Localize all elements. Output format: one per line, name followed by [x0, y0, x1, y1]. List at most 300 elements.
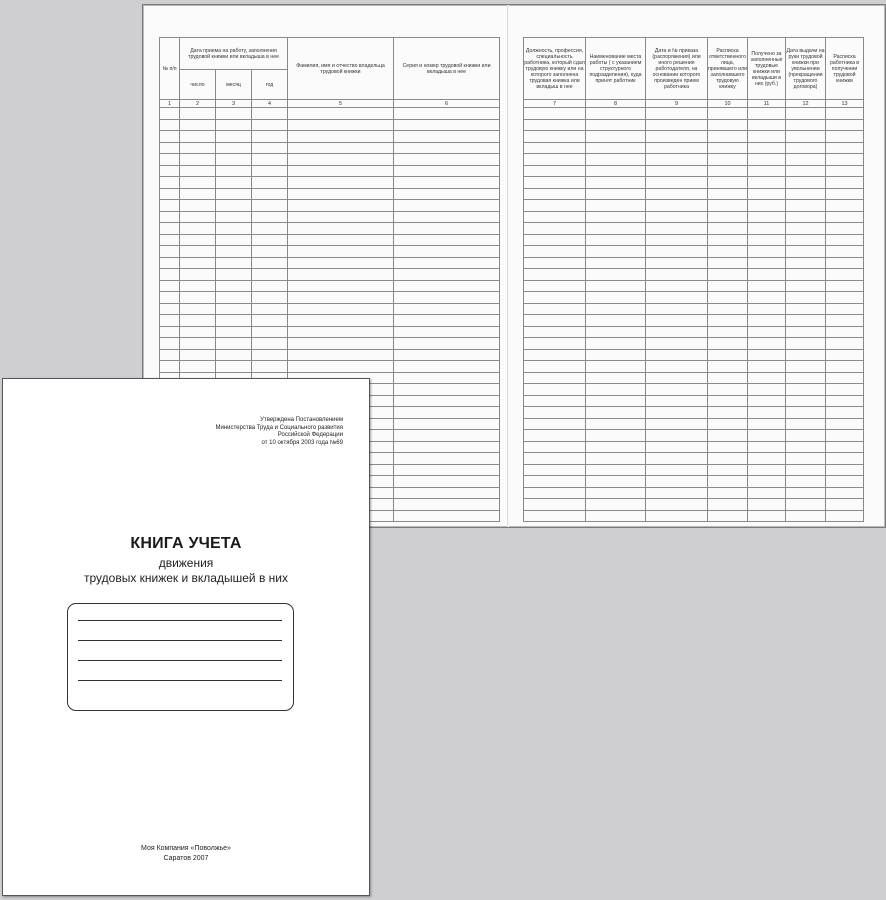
- ledger-cell: [708, 142, 748, 154]
- column-number: 7: [524, 100, 586, 108]
- column-number: 10: [708, 100, 748, 108]
- ledger-cell: [786, 142, 826, 154]
- ledger-row: [160, 257, 500, 269]
- ledger-cell: [524, 234, 586, 246]
- ledger-cell: [216, 177, 252, 189]
- ledger-cell: [646, 165, 708, 177]
- ledger-cell: [646, 292, 708, 304]
- ledger-cell: [748, 384, 786, 396]
- ledger-cell: [288, 119, 394, 131]
- ledger-cell: [826, 430, 864, 442]
- ledger-cell: [748, 154, 786, 166]
- ledger-row: [160, 269, 500, 281]
- ledger-cell: [180, 131, 216, 143]
- ledger-row: [524, 395, 864, 407]
- ledger-cell: [786, 418, 826, 430]
- ledger-cell: [708, 223, 748, 235]
- ledger-cell: [646, 315, 708, 327]
- ledger-row: [160, 349, 500, 361]
- header-signature: Расписка ответственного лица, принявшего или заполнившего трудовую книжку: [708, 38, 748, 100]
- ledger-cell: [394, 372, 500, 384]
- header-received: Получено за заполненные трудовые книжки или вкладыши в них (руб.): [748, 38, 786, 100]
- ledger-row: [524, 223, 864, 235]
- ledger-cell: [394, 418, 500, 430]
- ledger-cell: [786, 246, 826, 258]
- ledger-cell: [160, 246, 180, 258]
- ledger-cell: [394, 142, 500, 154]
- ledger-cell: [586, 223, 646, 235]
- ledger-cell: [216, 154, 252, 166]
- ledger-cell: [586, 361, 646, 373]
- ledger-cell: [586, 142, 646, 154]
- ledger-cell: [216, 108, 252, 120]
- ledger-cell: [252, 200, 288, 212]
- ledger-cell: [646, 303, 708, 315]
- ledger-cell: [524, 200, 586, 212]
- ledger-cell: [180, 292, 216, 304]
- ledger-cell: [288, 269, 394, 281]
- ledger-row: [524, 131, 864, 143]
- header-position: Должность, профессия, специальность работника, который сдал трудовую книжку или на которого заполнена трудовая книжка или вкладыш в нее: [524, 38, 586, 100]
- ledger-cell: [216, 211, 252, 223]
- ledger-cell: [748, 487, 786, 499]
- ledger-cell: [524, 165, 586, 177]
- ledger-cell: [646, 349, 708, 361]
- ledger-row: [524, 177, 864, 189]
- ledger-cell: [646, 326, 708, 338]
- ledger-cell: [394, 165, 500, 177]
- column-number: 2: [180, 100, 216, 108]
- ledger-cell: [252, 361, 288, 373]
- ledger-cell: [748, 338, 786, 350]
- column-number: 4: [252, 100, 288, 108]
- ledger-cell: [748, 211, 786, 223]
- header-worker-sign: Расписка работника в получении трудовой книжки: [826, 38, 864, 100]
- ledger-cell: [216, 315, 252, 327]
- ledger-cell: [180, 154, 216, 166]
- header-issue-date: Дата выдачи на руки трудовой книжки при увольнении (прекращении трудового договора): [786, 38, 826, 100]
- ledger-row: [524, 476, 864, 488]
- ledger-cell: [748, 441, 786, 453]
- ledger-cell: [826, 142, 864, 154]
- ledger-cell: [708, 119, 748, 131]
- ledger-cell: [646, 384, 708, 396]
- column-number: 11: [748, 100, 786, 108]
- ledger-cell: [524, 292, 586, 304]
- ledger-cell: [160, 315, 180, 327]
- header-day: число: [180, 70, 216, 100]
- ledger-cell: [160, 177, 180, 189]
- ledger-cell: [524, 510, 586, 522]
- ledger-cell: [586, 476, 646, 488]
- ledger-cell: [708, 453, 748, 465]
- ledger-cell: [826, 372, 864, 384]
- ledger-cell: [160, 361, 180, 373]
- ledger-cell: [216, 326, 252, 338]
- ledger-cell: [708, 464, 748, 476]
- ledger-cell: [826, 177, 864, 189]
- ledger-row: [160, 292, 500, 304]
- ledger-cell: [160, 223, 180, 235]
- ledger-cell: [252, 119, 288, 131]
- ledger-row: [160, 303, 500, 315]
- ledger-cell: [394, 257, 500, 269]
- ledger-cell: [826, 131, 864, 143]
- ledger-cell: [394, 119, 500, 131]
- ledger-cell: [826, 211, 864, 223]
- ledger-cell: [786, 395, 826, 407]
- ledger-cell: [826, 499, 864, 511]
- ledger-cell: [180, 200, 216, 212]
- ledger-cell: [288, 211, 394, 223]
- ledger-cell: [786, 292, 826, 304]
- ledger-cell: [524, 453, 586, 465]
- ledger-cell: [180, 142, 216, 154]
- ledger-cell: [180, 119, 216, 131]
- ledger-cell: [786, 223, 826, 235]
- ledger-row: [524, 119, 864, 131]
- ledger-cell: [786, 499, 826, 511]
- ledger-cell: [394, 487, 500, 499]
- ledger-cell: [826, 476, 864, 488]
- ledger-cell: [160, 280, 180, 292]
- ledger-cell: [826, 361, 864, 373]
- ledger-cell: [786, 177, 826, 189]
- ledger-cell: [586, 453, 646, 465]
- ledger-cell: [288, 315, 394, 327]
- ledger-cell: [394, 326, 500, 338]
- ledger-cell: [826, 269, 864, 281]
- ledger-row: [524, 188, 864, 200]
- ledger-cell: [524, 395, 586, 407]
- ledger-cell: [288, 338, 394, 350]
- ledger-cell: [748, 326, 786, 338]
- ledger-cell: [586, 326, 646, 338]
- ledger-cell: [524, 223, 586, 235]
- ledger-cell: [252, 234, 288, 246]
- ledger-cell: [252, 303, 288, 315]
- ledger-cell: [288, 361, 394, 373]
- ledger-cell: [748, 165, 786, 177]
- header-year: год: [252, 70, 288, 100]
- book-gutter: [507, 5, 509, 527]
- ledger-cell: [748, 292, 786, 304]
- ledger-row: [160, 361, 500, 373]
- ledger-row: [524, 372, 864, 384]
- ledger-cell: [786, 338, 826, 350]
- label-line: [78, 620, 282, 621]
- ledger-cell: [586, 108, 646, 120]
- ledger-cell: [708, 154, 748, 166]
- column-number-row: [160, 100, 500, 108]
- ledger-cell: [160, 338, 180, 350]
- ledger-cell: [180, 326, 216, 338]
- book-cover: [2, 378, 370, 896]
- ledger-cell: [646, 188, 708, 200]
- ledger-row: [524, 165, 864, 177]
- ledger-cell: [586, 510, 646, 522]
- ledger-row: [160, 165, 500, 177]
- ledger-cell: [748, 200, 786, 212]
- column-number: 6: [394, 100, 500, 108]
- ledger-cell: [748, 315, 786, 327]
- ledger-row: [524, 269, 864, 281]
- ledger-cell: [216, 280, 252, 292]
- ledger-cell: [160, 326, 180, 338]
- ledger-cell: [252, 131, 288, 143]
- ledger-cell: [160, 292, 180, 304]
- ledger-cell: [394, 499, 500, 511]
- publisher-city-year: Саратов 2007: [163, 855, 209, 862]
- ledger-row: [524, 303, 864, 315]
- column-number: 3: [216, 100, 252, 108]
- ledger-cell: [826, 108, 864, 120]
- ledger-cell: [288, 108, 394, 120]
- ledger-cell: [826, 200, 864, 212]
- ledger-cell: [394, 177, 500, 189]
- ledger-cell: [252, 223, 288, 235]
- right-page-table: [523, 37, 864, 522]
- ledger-cell: [180, 338, 216, 350]
- ledger-row: [160, 200, 500, 212]
- ledger-cell: [786, 257, 826, 269]
- ledger-cell: [180, 177, 216, 189]
- ledger-cell: [160, 131, 180, 143]
- ledger-cell: [394, 395, 500, 407]
- ledger-cell: [524, 257, 586, 269]
- ledger-cell: [646, 211, 708, 223]
- ledger-cell: [708, 338, 748, 350]
- ledger-cell: [216, 234, 252, 246]
- ledger-cell: [646, 246, 708, 258]
- ledger-cell: [708, 257, 748, 269]
- ledger-cell: [216, 165, 252, 177]
- ledger-cell: [524, 338, 586, 350]
- ledger-cell: [646, 257, 708, 269]
- ledger-cell: [586, 338, 646, 350]
- ledger-cell: [748, 499, 786, 511]
- ledger-cell: [160, 188, 180, 200]
- ledger-cell: [708, 384, 748, 396]
- ledger-cell: [252, 188, 288, 200]
- ledger-cell: [160, 142, 180, 154]
- header-name: Фамилия, имя и отчество владельца трудовой книжки: [288, 38, 394, 100]
- ledger-cell: [160, 211, 180, 223]
- ledger-cell: [524, 407, 586, 419]
- ledger-cell: [216, 269, 252, 281]
- ledger-cell: [394, 315, 500, 327]
- ledger-cell: [646, 269, 708, 281]
- ledger-cell: [524, 108, 586, 120]
- ledger-cell: [252, 142, 288, 154]
- column-number: 1: [160, 100, 180, 108]
- ledger-row: [524, 292, 864, 304]
- ledger-cell: [180, 211, 216, 223]
- ledger-cell: [786, 361, 826, 373]
- approval-statement: [143, 417, 343, 447]
- ledger-cell: [826, 338, 864, 350]
- ledger-cell: [524, 246, 586, 258]
- ledger-cell: [586, 418, 646, 430]
- ledger-cell: [394, 464, 500, 476]
- ledger-row: [524, 499, 864, 511]
- ledger-cell: [748, 280, 786, 292]
- ledger-cell: [180, 269, 216, 281]
- ledger-cell: [646, 142, 708, 154]
- ledger-cell: [586, 177, 646, 189]
- ledger-cell: [786, 154, 826, 166]
- ledger-cell: [586, 303, 646, 315]
- ledger-cell: [646, 200, 708, 212]
- ledger-cell: [160, 165, 180, 177]
- cover-subtitle-line2: трудовых книжек и вкладышей в них: [84, 571, 288, 585]
- ledger-cell: [524, 315, 586, 327]
- ledger-cell: [586, 200, 646, 212]
- ledger-cell: [394, 280, 500, 292]
- ledger-cell: [748, 418, 786, 430]
- ledger-cell: [826, 407, 864, 419]
- ledger-row: [524, 407, 864, 419]
- ledger-cell: [288, 223, 394, 235]
- ledger-cell: [646, 510, 708, 522]
- ledger-cell: [708, 269, 748, 281]
- ledger-cell: [748, 395, 786, 407]
- ledger-cell: [216, 303, 252, 315]
- ledger-cell: [786, 326, 826, 338]
- ledger-row: [524, 257, 864, 269]
- ledger-cell: [160, 234, 180, 246]
- ledger-cell: [826, 165, 864, 177]
- ledger-cell: [180, 234, 216, 246]
- column-number: 13: [826, 100, 864, 108]
- ledger-cell: [646, 464, 708, 476]
- ledger-row: [160, 211, 500, 223]
- ledger-cell: [826, 510, 864, 522]
- ledger-cell: [708, 487, 748, 499]
- ledger-cell: [524, 177, 586, 189]
- ledger-cell: [524, 372, 586, 384]
- ledger-cell: [646, 430, 708, 442]
- ledger-cell: [524, 361, 586, 373]
- ledger-cell: [586, 384, 646, 396]
- ledger-cell: [786, 349, 826, 361]
- ledger-cell: [524, 142, 586, 154]
- ledger-cell: [524, 188, 586, 200]
- ledger-cell: [586, 269, 646, 281]
- ledger-cell: [708, 510, 748, 522]
- ledger-cell: [288, 349, 394, 361]
- ledger-cell: [394, 384, 500, 396]
- ledger-row: [524, 453, 864, 465]
- ledger-cell: [826, 384, 864, 396]
- ledger-row: [160, 280, 500, 292]
- ledger-cell: [646, 441, 708, 453]
- ledger-cell: [586, 246, 646, 258]
- ledger-cell: [826, 441, 864, 453]
- ledger-cell: [288, 177, 394, 189]
- ledger-cell: [394, 246, 500, 258]
- ledger-cell: [826, 349, 864, 361]
- label-line: [78, 660, 282, 661]
- ledger-cell: [708, 234, 748, 246]
- ledger-cell: [748, 246, 786, 258]
- ledger-cell: [646, 487, 708, 499]
- approval-line: Министерства Труда и Социального развития: [215, 424, 343, 431]
- ledger-cell: [586, 257, 646, 269]
- ledger-cell: [786, 315, 826, 327]
- header-num: № п/п: [160, 38, 180, 100]
- ledger-cell: [394, 510, 500, 522]
- ledger-cell: [826, 326, 864, 338]
- ledger-cell: [646, 280, 708, 292]
- ledger-row: [524, 315, 864, 327]
- ledger-row: [524, 154, 864, 166]
- ledger-cell: [288, 188, 394, 200]
- ledger-cell: [288, 303, 394, 315]
- ledger-cell: [786, 131, 826, 143]
- ledger-cell: [586, 464, 646, 476]
- ledger-row: [160, 234, 500, 246]
- ledger-row: [160, 338, 500, 350]
- ledger-cell: [646, 453, 708, 465]
- ledger-cell: [786, 430, 826, 442]
- ledger-cell: [180, 303, 216, 315]
- ledger-cell: [160, 349, 180, 361]
- ledger-row: [524, 200, 864, 212]
- ledger-row: [524, 349, 864, 361]
- ledger-row: [160, 131, 500, 143]
- ledger-cell: [524, 269, 586, 281]
- ledger-cell: [826, 257, 864, 269]
- ledger-row: [160, 246, 500, 258]
- ledger-cell: [826, 188, 864, 200]
- header-date-group: Дата приема на работу, заполнения трудовой книжки или вкладыша в нее: [180, 38, 288, 70]
- ledger-cell: [180, 108, 216, 120]
- ledger-cell: [708, 430, 748, 442]
- ledger-cell: [826, 315, 864, 327]
- ledger-cell: [748, 303, 786, 315]
- ledger-cell: [252, 315, 288, 327]
- ledger-cell: [748, 119, 786, 131]
- header-month: месяц: [216, 70, 252, 100]
- ledger-cell: [160, 303, 180, 315]
- column-number: 5: [288, 100, 394, 108]
- cover-subtitle-line1: движения: [158, 556, 214, 570]
- ledger-cell: [216, 257, 252, 269]
- ledger-row: [160, 108, 500, 120]
- ledger-cell: [586, 131, 646, 143]
- cover-title: КНИГА УЧЕТА: [130, 535, 242, 552]
- ledger-cell: [646, 234, 708, 246]
- ledger-cell: [786, 165, 826, 177]
- ledger-cell: [216, 349, 252, 361]
- ledger-cell: [646, 361, 708, 373]
- ledger-cell: [786, 234, 826, 246]
- ledger-cell: [646, 418, 708, 430]
- ledger-cell: [586, 154, 646, 166]
- header-order: Дата и № приказа (распоряжения) или иного решения работодателя, на основании которого произведен прием работника: [646, 38, 708, 100]
- ledger-cell: [708, 441, 748, 453]
- ledger-cell: [252, 246, 288, 258]
- ledger-cell: [748, 188, 786, 200]
- ledger-cell: [646, 407, 708, 419]
- ledger-cell: [786, 188, 826, 200]
- ledger-cell: [524, 441, 586, 453]
- ledger-cell: [786, 108, 826, 120]
- ledger-row: [524, 510, 864, 522]
- ledger-cell: [216, 338, 252, 350]
- ledger-cell: [252, 177, 288, 189]
